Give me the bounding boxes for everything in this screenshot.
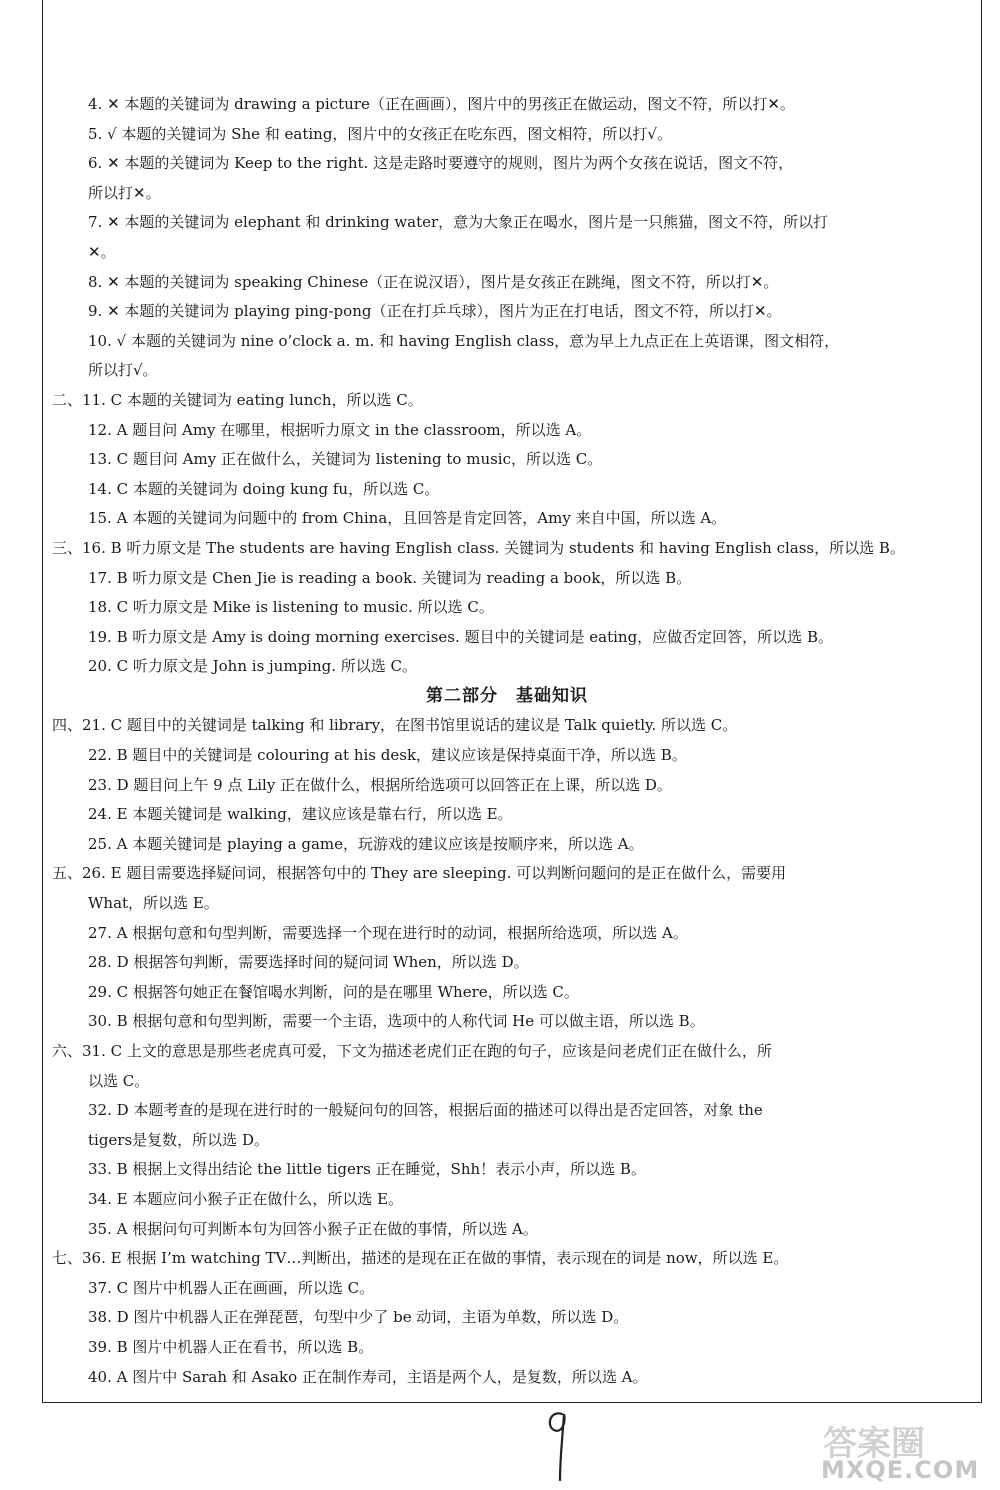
answer-line: 5. √ 本题的关键词为 She 和 eating，图片中的女孩正在吃东西，图文相符，所以打√。 <box>88 124 672 143</box>
handwritten-page-number <box>540 1402 580 1482</box>
answer-line: 35. A 根据问句可判断本句为回答小猴子正在做的事情，所以选 A。 <box>88 1219 538 1238</box>
answer-line: 34. E 本题应问小猴子正在做什么，所以选 E。 <box>88 1189 404 1208</box>
answer-line: 六、31. C 上文的意思是那些老虎真可爱，下文为描述老虎们正在跑的句子，应该是问老虎们正在做什么，所 <box>52 1042 772 1060</box>
answer-line: 22. B 题目中的关键词是 colouring at his desk，建议应该是保持桌面干净，所以选 B。 <box>88 746 687 765</box>
watermark-url: MXQE.COM <box>821 1456 980 1484</box>
answer-line: 29. C 根据答句她正在餐馆喝水判断，问的是在哪里 Where，所以选 C。 <box>88 982 579 1001</box>
answer-line: 四、21. C 题目中的关键词是 talking 和 library，在图书馆里说话的建议是 Talk quietly. 所以选 C。 <box>52 716 738 735</box>
answer-line: 所以打√。 <box>88 361 158 380</box>
answer-line: 七、36. E 根据 I’m watching TV…判断出，描述的是现在正在做的事情，表示现在的词是 now，所以选 E。 <box>52 1249 789 1268</box>
answer-line: 38. D 图片中机器人正在弹琵琶，句型中少了 be 动词，主语为单数，所以选 D。 <box>88 1308 629 1327</box>
answer-line: 33. B 根据上文得出结论 the little tigers 正在睡觉，Shh！表示小声，所以选 B。 <box>88 1160 646 1179</box>
answer-line: 五、26. E 题目需要选择疑问词，根据答句中的 They are sleeping. 可以判断问题问的是正在做什么，需要用 <box>52 864 787 883</box>
answer-line: 10. √ 本题的关键词为 nine o’clock a. m. 和 having English class，意为早上九点正在上英语课，图文相符， <box>88 331 840 350</box>
answer-content <box>52 90 962 1392</box>
answer-line: 28. D 根据答句判断，需要选择时间的疑问词 When，所以选 D。 <box>88 953 529 972</box>
answer-line: 40. A 图片中 Sarah 和 Asako 正在制作寿司，主语是两个人，是复数，所以选 A。 <box>88 1367 648 1386</box>
answer-line: 12. A 题目问 Amy 在哪里，根据听力原文 in the classroom，所以选 A。 <box>88 420 592 439</box>
answer-line: 14. C 本题的关键词为 doing kung fu，所以选 C。 <box>88 479 440 498</box>
answer-line: 6. ✕ 本题的关键词为 Keep to the right. 这是走路时要遵守的规则，图片为两个女孩在说话，图文不符， <box>88 154 794 173</box>
answer-line: 7. ✕ 本题的关键词为 elephant 和 drinking water，意为大象正在喝水，图片是一只熊猫，图文不符，所以打 <box>88 213 829 232</box>
answer-line: 25. A 本题关键词是 playing a game，玩游戏的建议应该是按顺序来，所以选 A。 <box>88 834 644 853</box>
answer-line: 23. D 题目问上午 9 点 Lily 正在做什么，根据所给选项可以回答正在上课，所以选 D。 <box>88 775 672 794</box>
answer-line: 32. D 本题考查的是现在进行时的一般疑问句的回答，根据后面的描述可以得出是否定回答，对象 the <box>88 1101 763 1120</box>
answer-line: 4. ✕ 本题的关键词为 drawing a picture（正在画画），图片中的男孩正在做运动，图文不符，所以打✕。 <box>88 95 795 113</box>
answer-line: 以选 C。 <box>88 1071 150 1090</box>
answer-line: ✕。 <box>88 242 116 261</box>
answer-line: 24. E 本题关键词是 walking，建议应该是靠右行，所以选 E。 <box>88 805 513 824</box>
answer-line: 13. C 题目问 Amy 正在做什么，关键词为 listening to music，所以选 C。 <box>88 450 603 469</box>
answer-line: 30. B 根据句意和句型判断，需要一个主语，选项中的人称代词 He 可以做主语，所以选 B。 <box>88 1012 705 1031</box>
answer-line: tigers是复数，所以选 D。 <box>88 1130 269 1149</box>
answer-line: 39. B 图片中机器人正在看书，所以选 B。 <box>88 1337 374 1356</box>
answer-line: 17. B 听力原文是 Chen Jie is reading a book. 关键词为 reading a book，所以选 B。 <box>88 568 692 587</box>
answer-line: 20. C 听力原文是 John is jumping. 所以选 C。 <box>88 657 418 676</box>
section-heading: 第二部分 基础知识 <box>426 685 588 706</box>
answer-line: 所以打✕。 <box>88 183 161 202</box>
answer-line: What，所以选 E。 <box>88 894 219 913</box>
watermark-cn: 答案圈 <box>823 1424 925 1464</box>
answer-line: 二、11. C 本题的关键词为 eating lunch，所以选 C。 <box>52 390 423 409</box>
answer-line: 37. C 图片中机器人正在画画，所以选 C。 <box>88 1278 375 1297</box>
answer-line: 27. A 根据句意和句型判断，需要选择一个现在进行时的动词，根据所给选项，所以选 A。 <box>88 923 688 942</box>
answer-line: 9. ✕ 本题的关键词为 playing ping-pong（正在打乒乓球），图片为正在打电话，图文不符，所以打✕。 <box>88 302 782 321</box>
watermark-logo <box>815 1410 985 1488</box>
answer-line: 8. ✕ 本题的关键词为 speaking Chinese（正在说汉语），图片是女孩正在跳绳，图文不符，所以打✕。 <box>88 272 779 291</box>
answer-line: 19. B 听力原文是 Amy is doing morning exercises. 题目中的关键词是 eating，应做否定回答，所以选 B。 <box>88 627 833 646</box>
answer-line: 15. A 本题的关键词为问题中的 from China，且回答是肯定回答，Amy 来自中国，所以选 A。 <box>88 509 727 528</box>
answer-line: 18. C 听力原文是 Mike is listening to music. 所以选 C。 <box>88 598 494 617</box>
answer-line: 三、16. B 听力原文是 The students are having English class. 关键词为 students 和 having English class，所以选 B。 <box>52 538 905 557</box>
